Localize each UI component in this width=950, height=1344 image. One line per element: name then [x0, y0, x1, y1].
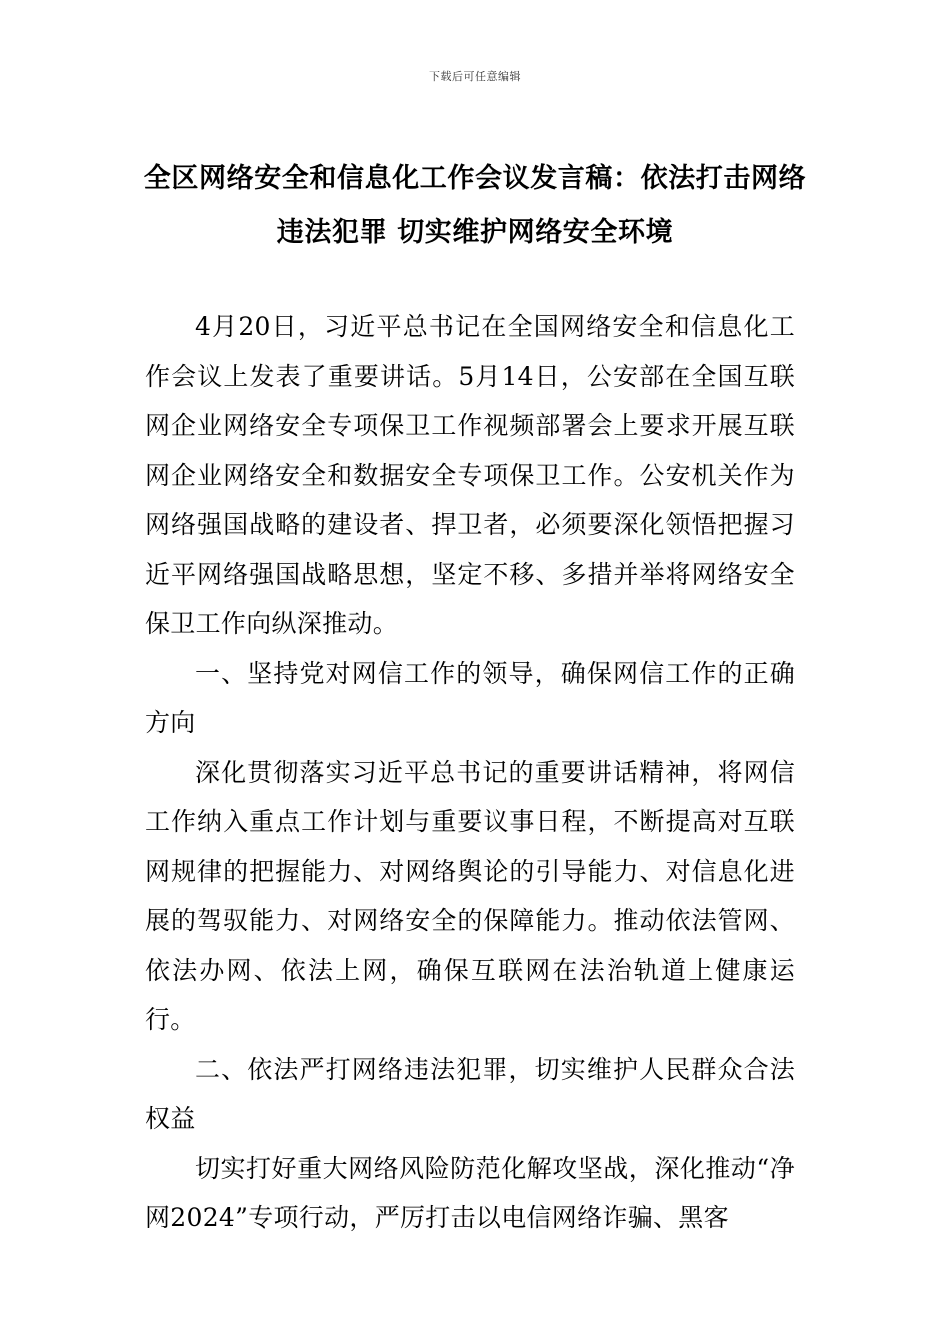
document-body — [145, 302, 795, 1243]
paragraph-intro: 4月20日，习近平总书记在全国网络安全和信息化工作会议上发表了重要讲话。5月14日，公安部在全国互联网企业网络安全专项保卫工作视频部署会上要求开展互联网企业网络安全和数据安全专项保卫工作。公安机关作为网络强国战略的建设者、捍卫者，必须要深化领悟把握习近平网络强国战略思想，坚定不移、多措并举将网络安全保卫工作向纵深推动。 — [145, 312, 795, 638]
document-title: 全区网络安全和信息化工作会议发言稿：依法打击网络违法犯罪 切实维护网络安全环境 — [143, 163, 807, 248]
paragraph-section-2: 切实打好重大网络风险防范化解攻坚战，深化推动“净网2024”专项行动，严厉打击以电信网络诈骗、黑客 — [145, 1153, 795, 1232]
paragraph-section-1: 深化贯彻落实习近平总书记的重要讲话精神，将网信工作纳入重点工作计划与重要议事日程，不断提高对互联网规律的把握能力、对网络舆论的引导能力、对信息化进展的驾驭能力、对网络安全的保障能力。推动依法管网、依法办网、依法上网，确保互联网在法治轨道上健康运行。 — [145, 757, 795, 1034]
section-heading-1: 一、坚持党对网信工作的领导，确保网信工作的正确方向 — [145, 658, 795, 737]
section-heading-2: 二、依法严打网络违法犯罪，切实维护人民群众合法权益 — [145, 1054, 795, 1133]
header-note: 下载后可任意编辑 — [429, 70, 521, 83]
